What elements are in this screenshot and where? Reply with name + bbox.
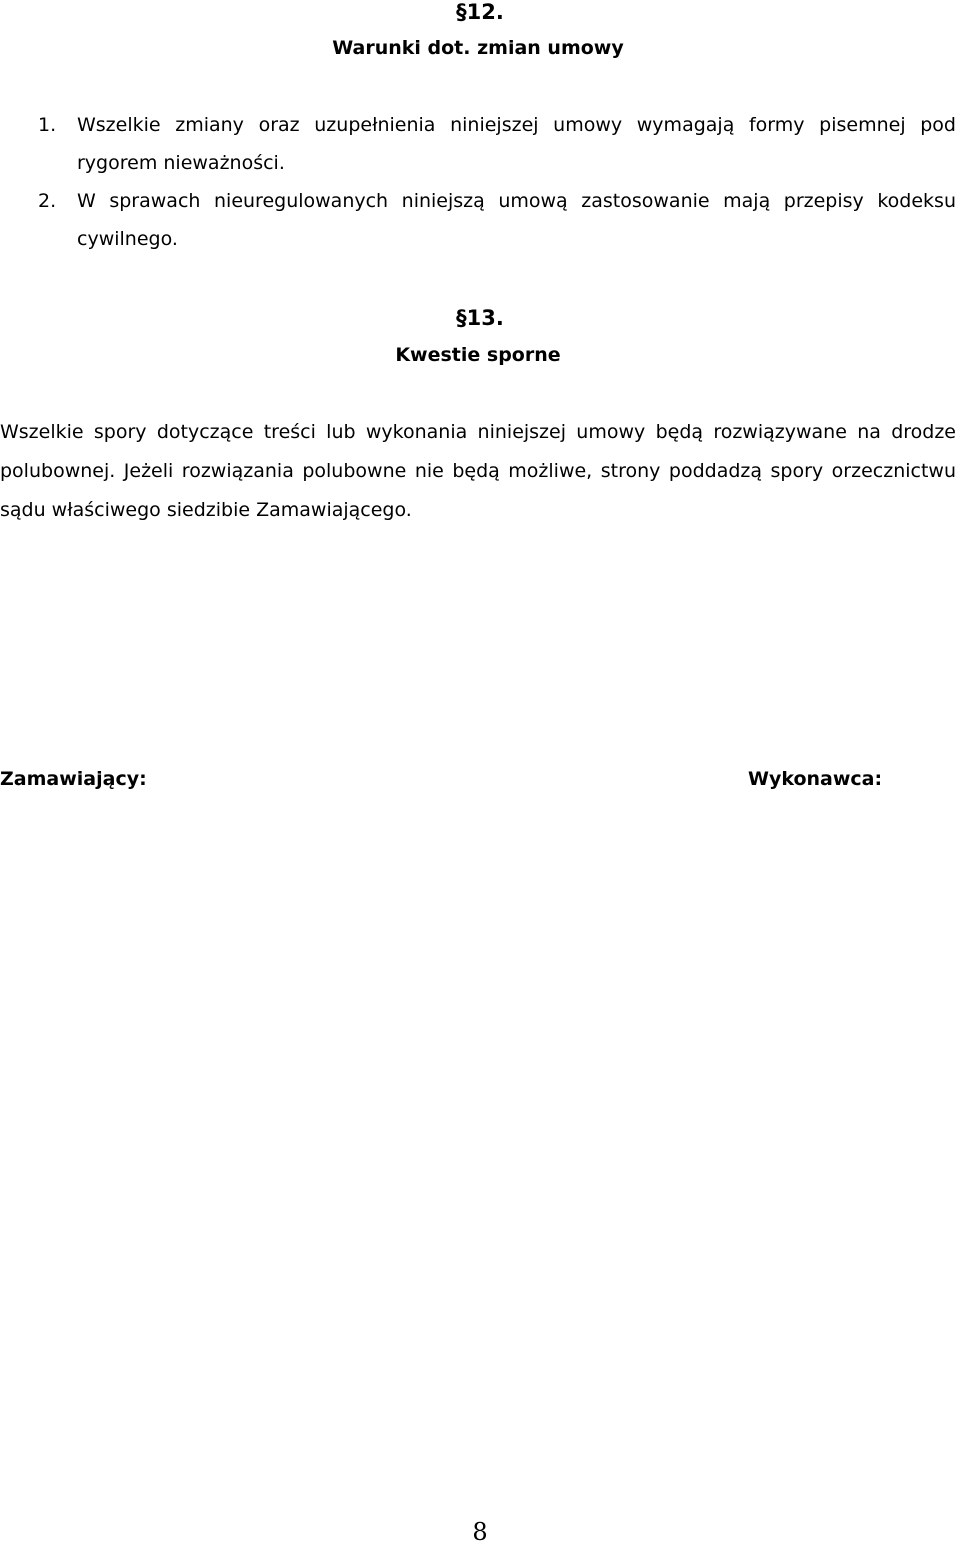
section-12-number: §12. <box>456 0 504 24</box>
page-number: 8 <box>472 1518 488 1546</box>
section-13-number: §13. <box>456 306 504 330</box>
list-item-number: 2. <box>38 190 57 212</box>
list-item-2 <box>0 182 956 258</box>
section-13-paragraph: Wszelkie spory dotyczące treści lub wykonania niniejszej umowy będą rozwiązywane na drodze polubownej. Jeżeli rozwiązania polubowne nie będą możliwe, strony poddadzą spory orzecznictwu sądu właściwego siedzibie Zamawiającego. <box>0 421 956 521</box>
list-item-number: 1. <box>38 114 57 136</box>
list-item-text: Wszelkie zmiany oraz uzupełnienia niniejszej umowy wymagają formy pisemnej pod rygorem nieważności. <box>77 114 956 174</box>
section-13-title: Kwestie sporne <box>395 344 561 366</box>
signature-contractor: Wykonawca: <box>748 768 883 790</box>
signature-client: Zamawiający: <box>0 768 147 790</box>
list-item-1 <box>0 106 956 182</box>
list-item-text: W sprawach nieuregulowanych niniejszą umową zastosowanie mają przepisy kodeksu cywilnego. <box>77 190 956 250</box>
section-12-title: Warunki dot. zmian umowy <box>332 37 624 59</box>
